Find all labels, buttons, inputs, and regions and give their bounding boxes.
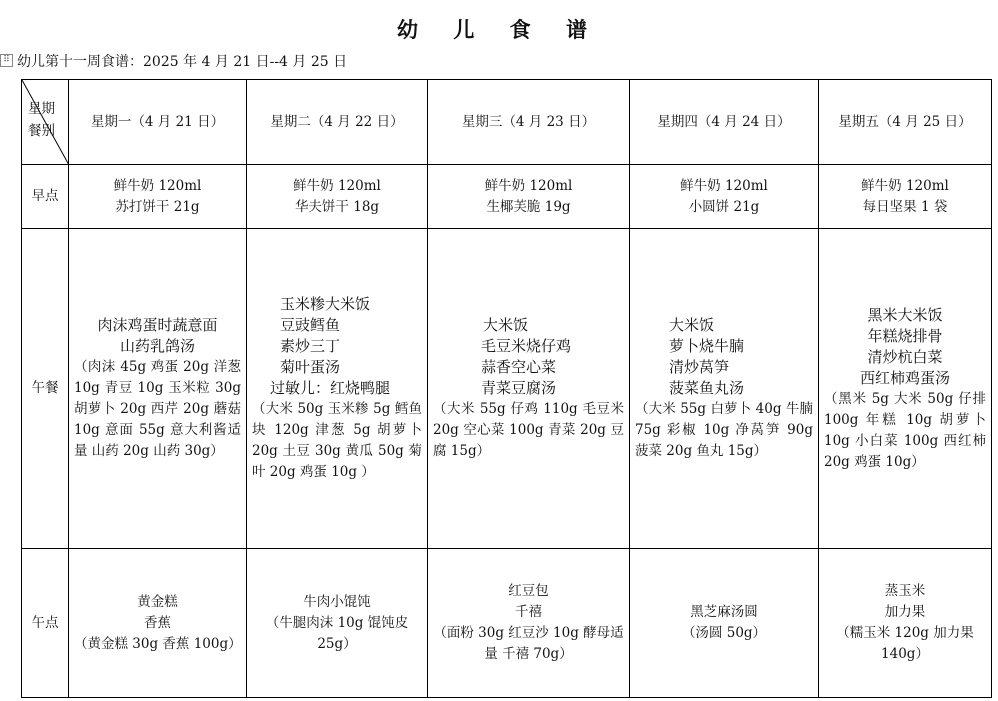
lunch-dish: 玉米糁大米饭 <box>280 295 371 313</box>
breakfast-cell-fri <box>819 165 992 229</box>
corner-cell <box>22 80 69 165</box>
breakfast-item: 苏打饼干 21g <box>115 198 200 215</box>
breakfast-item: 鲜牛奶 120ml <box>861 177 949 194</box>
day-header-wed: 星期三（4 月 23 日） <box>428 80 630 165</box>
breakfast-item: 每日坚果 1 袋 <box>862 198 948 215</box>
lunch-dish: 菠菜鱼丸汤 <box>669 379 745 397</box>
snack-ingredients: （汤圆 50g） <box>681 625 767 641</box>
lunch-ingredients: （肉沫 45g 鸡蛋 20g 洋葱 10g 青豆 10g 玉米粒 30g 胡萝卜 20g 西芹 20g 蘑菇 10g 意面 55g 意大利酱适量 山药 20g 山药 30g） <box>74 359 241 459</box>
snack-cell-fri <box>819 549 992 698</box>
lunch-dish: 素炒三丁 <box>280 337 341 355</box>
lunch-dish: 大米饭 <box>483 316 529 334</box>
lunch-dish: 清炒杭白菜 <box>867 347 943 366</box>
lunch-cell-wed <box>428 229 630 549</box>
breakfast-item: 鲜牛奶 120ml <box>680 177 768 194</box>
row-label-lunch: 午餐 <box>22 229 69 549</box>
snack-item: 黑芝麻汤圆 <box>690 604 758 620</box>
snack-cell-thu <box>630 549 819 698</box>
lunch-cell-thu <box>630 229 819 549</box>
snack-item: 牛肉小馄饨 <box>303 593 371 610</box>
lunch-dish: 萝卜烧牛腩 <box>669 337 745 355</box>
snack-ingredients: （黄金糕 30g 香蕉 100g） <box>74 635 242 652</box>
lunch-dish: 蒜香空心菜 <box>481 358 557 376</box>
lunch-cell-mon <box>69 229 247 549</box>
corner-weekday-label: 星期 <box>28 101 55 117</box>
breakfast-item: 小圆饼 21g <box>688 198 760 215</box>
corner-meal-label: 餐别 <box>28 123 55 139</box>
lunch-dish: 黑米大米饭 <box>867 305 943 324</box>
lunch-dish: 青菜豆腐汤 <box>481 379 557 397</box>
lunch-dish: 清炒莴笋 <box>669 358 730 376</box>
snack-row <box>22 549 992 698</box>
breakfast-cell-tue <box>247 165 428 229</box>
snack-cell-wed <box>428 549 630 698</box>
breakfast-cell-mon <box>69 165 247 229</box>
lunch-dish: 豆豉鳕鱼 <box>280 316 341 334</box>
breakfast-item: 鲜牛奶 120ml <box>484 177 573 194</box>
snack-ingredients: （糯玉米 120g 加力果 140g） <box>836 625 974 662</box>
lunch-dish: 年糕烧排骨 <box>867 326 943 345</box>
lunch-dish: 菊叶蛋汤 <box>280 358 341 376</box>
snack-item: 香蕉 <box>144 614 171 631</box>
breakfast-row <box>22 165 992 229</box>
move-handle-icon[interactable]: ⠿ <box>0 54 13 67</box>
snack-ingredients: （牛腿肉沫 10g 馄饨皮 25g） <box>265 614 409 652</box>
page-title: 幼 儿 食 谱 <box>397 17 601 42</box>
snack-item: 黄金糕 <box>137 593 178 610</box>
row-label-breakfast: 早点 <box>22 165 69 229</box>
lunch-cell-fri <box>819 229 992 549</box>
menu-table <box>21 79 992 698</box>
row-label-snack: 午点 <box>22 549 69 698</box>
snack-item: 千禧 <box>515 604 542 620</box>
lunch-dish: 山药乳鸽汤 <box>119 337 195 355</box>
lunch-dish: 毛豆米烧仔鸡 <box>481 337 572 355</box>
snack-item: 加力果 <box>884 604 926 620</box>
week-subtitle: 幼儿第十一周食谱：2025 年 4 月 21 日--4 月 25 日 <box>17 54 348 70</box>
allergy-dish: 过敏儿：红烧鸭腿 <box>270 379 391 397</box>
lunch-ingredients: （大米 55g 白萝卜 40g 牛腩 75g 彩椒 10g 净莴笋 90g 菠菜 20g 鱼丸 15g） <box>635 401 813 459</box>
breakfast-cell-thu <box>630 165 819 229</box>
header-row <box>22 80 992 165</box>
lunch-dish: 肉沫鸡蛋时蔬意面 <box>97 316 218 334</box>
snack-ingredients: （面粉 30g 红豆沙 10g 酵母适量 千禧 70g） <box>433 625 624 662</box>
snack-item: 红豆包 <box>508 583 549 599</box>
day-header-fri: 星期五（4 月 25 日） <box>819 80 992 165</box>
snack-cell-tue <box>247 549 428 698</box>
lunch-ingredients: （黑米 5g 大米 50g 仔排 100g 年糕 10g 胡萝卜 10g 小白菜 100g 西红柿 20g 鸡蛋 10g） <box>824 390 986 470</box>
breakfast-cell-wed <box>428 165 630 229</box>
lunch-cell-tue <box>247 229 428 549</box>
breakfast-item: 华夫饼干 18g <box>294 198 380 215</box>
day-header-tue: 星期二（4 月 22 日） <box>247 80 428 165</box>
lunch-ingredients: （大米 55g 仔鸡 110g 毛豆米 20g 空心菜 100g 青菜 20g 豆腐 15g） <box>433 401 624 459</box>
lunch-dish: 西红柿鸡蛋汤 <box>859 368 950 387</box>
breakfast-item: 生椰芙脆 19g <box>486 198 571 215</box>
snack-cell-mon <box>69 549 247 698</box>
lunch-dish: 大米饭 <box>669 316 715 334</box>
day-header-mon: 星期一（4 月 21 日） <box>69 80 247 165</box>
snack-item: 蒸玉米 <box>884 583 926 599</box>
breakfast-item: 鲜牛奶 120ml <box>113 177 202 194</box>
lunch-ingredients: （大米 50g 玉米糁 5g 鳕鱼块 120g 津葱 5g 胡萝卜 20g 土豆 30g 黄瓜 50g 菊叶 20g 鸡蛋 10g ） <box>252 401 422 480</box>
day-header-thu: 星期四（4 月 24 日） <box>630 80 819 165</box>
breakfast-item: 鲜牛奶 120ml <box>293 177 381 194</box>
lunch-row <box>22 229 992 549</box>
